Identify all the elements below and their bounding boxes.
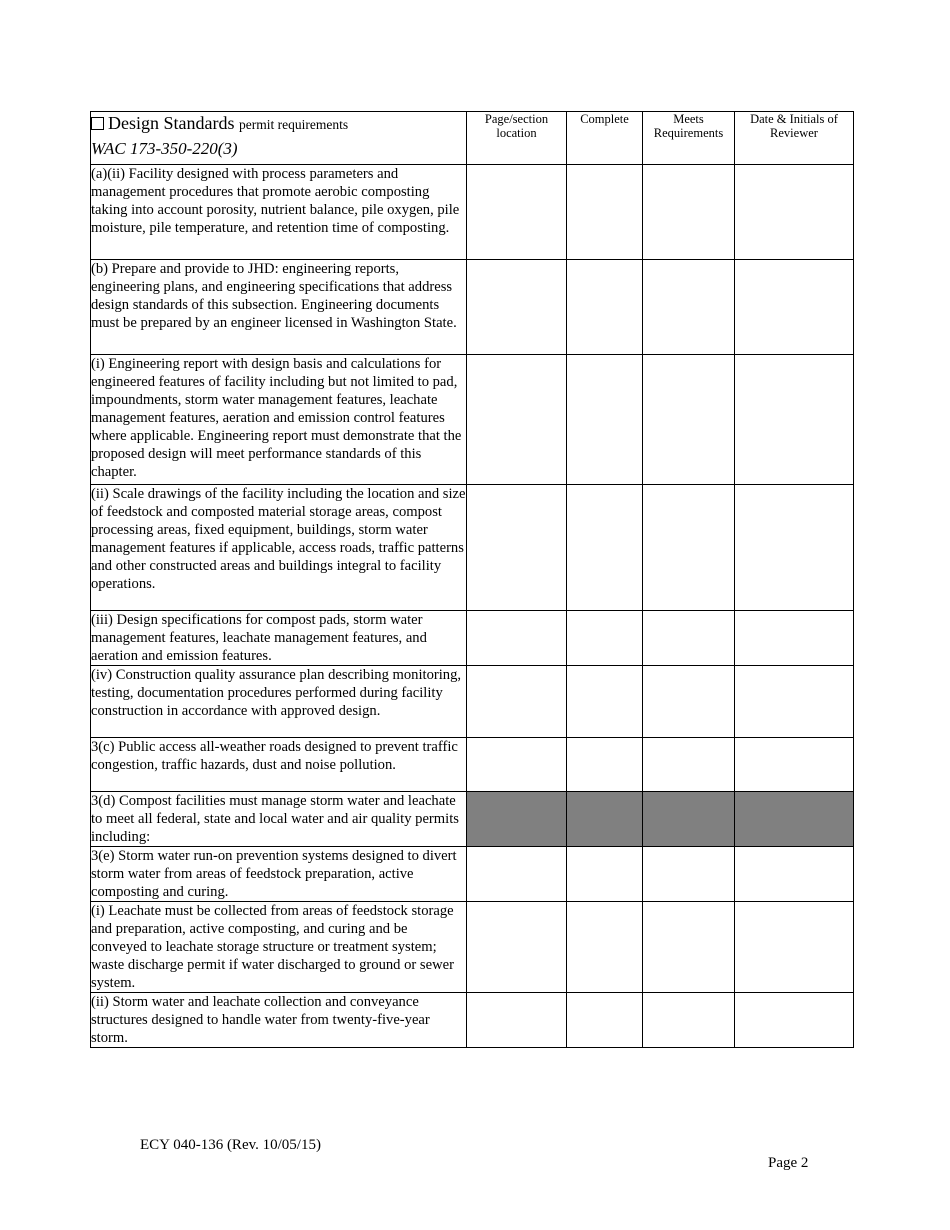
section-title-suffix: permit requirements: [238, 117, 349, 132]
wac-reference: WAC 173-350-220(3): [91, 139, 238, 158]
requirement-text: 3(d) Compost facilities must manage storm water and leachate to meet all federal, state and local water and air quality permits including:: [91, 792, 467, 847]
meets-cell[interactable]: [643, 165, 735, 260]
section-header-cell: [91, 112, 467, 165]
meets-cell[interactable]: [643, 611, 735, 666]
requirement-text: (iv) Construction quality assurance plan describing monitoring, testing, documentation procedures performed during facility construction in accordance with approved design.: [91, 666, 467, 738]
meets-cell[interactable]: [643, 738, 735, 792]
table-row: [91, 611, 854, 666]
reviewer-cell[interactable]: [735, 485, 854, 611]
form-id: ECY 040-136 (Rev. 10/05/15): [140, 1137, 321, 1153]
reviewer-cell[interactable]: [735, 902, 854, 993]
location-cell[interactable]: [467, 485, 567, 611]
requirement-text: (a)(ii) Facility designed with process parameters and management procedures that promote aerobic composting taking into account porosity, nutrient balance, pile oxygen, pile moisture, pile temperature, and retention time of composting.: [91, 165, 467, 260]
requirement-text: (iii) Design specifications for compost pads, storm water management features, leachate management features, and aeration and emission features.: [91, 611, 467, 666]
complete-cell[interactable]: [567, 847, 643, 902]
reviewer-cell[interactable]: [735, 355, 854, 485]
location-cell[interactable]: [467, 260, 567, 355]
location-cell[interactable]: [467, 666, 567, 738]
reviewer-cell[interactable]: [735, 611, 854, 666]
column-header-complete: Complete: [567, 112, 643, 165]
complete-cell[interactable]: [567, 165, 643, 260]
table-row: [91, 847, 854, 902]
table-row: [91, 165, 854, 260]
shaded-cell: [735, 792, 854, 847]
complete-cell[interactable]: [567, 260, 643, 355]
reviewer-cell[interactable]: [735, 165, 854, 260]
meets-cell[interactable]: [643, 355, 735, 485]
meets-cell[interactable]: [643, 993, 735, 1048]
column-header-location: Page/section location: [467, 112, 567, 165]
table-row: [91, 666, 854, 738]
shaded-cell: [567, 792, 643, 847]
reviewer-cell[interactable]: [735, 993, 854, 1048]
requirement-text: (i) Engineering report with design basis and calculations for engineered features of facility including but not limited to pad, impoundments, storm water management features, leachate management features, aeration and emission control features where applicable. Engineering report must demonstrate that the proposed design will meet performance standards of this chapter.: [91, 355, 467, 485]
location-cell[interactable]: [467, 738, 567, 792]
requirement-text: 3(c) Public access all-weather roads designed to prevent traffic congestion, traffic hazards, dust and noise pollution.: [91, 738, 467, 792]
section-checkbox[interactable]: [91, 117, 104, 130]
requirement-text: (b) Prepare and provide to JHD: engineering reports, engineering plans, and engineering specifications that address design standards of this subsection. Engineering documents must be prepared by an engineer licensed in Washington State.: [91, 260, 467, 355]
location-cell[interactable]: [467, 165, 567, 260]
requirement-text: 3(e) Storm water run-on prevention systems designed to divert storm water from areas of feedstock preparation, active composting and curing.: [91, 847, 467, 902]
section-title: Design Standards: [108, 113, 235, 133]
page-number: Page 2: [768, 1155, 809, 1171]
table-row: [91, 260, 854, 355]
meets-cell[interactable]: [643, 666, 735, 738]
complete-cell[interactable]: [567, 738, 643, 792]
table-row: [91, 355, 854, 485]
location-cell[interactable]: [467, 902, 567, 993]
meets-cell[interactable]: [643, 847, 735, 902]
checklist-table: [90, 111, 854, 1048]
complete-cell[interactable]: [567, 993, 643, 1048]
meets-cell[interactable]: [643, 902, 735, 993]
column-header-meets: Meets Requirements: [643, 112, 735, 165]
shaded-cell: [467, 792, 567, 847]
requirement-text: (ii) Scale drawings of the facility including the location and size of feedstock and composted material storage areas, compost processing areas, fixed equipment, buildings, storm water management features if applicable, access roads, traffic patterns and other constructed areas and buildings integral to facility operations.: [91, 485, 467, 611]
reviewer-cell[interactable]: [735, 738, 854, 792]
complete-cell[interactable]: [567, 666, 643, 738]
complete-cell[interactable]: [567, 902, 643, 993]
location-cell[interactable]: [467, 611, 567, 666]
reviewer-cell[interactable]: [735, 666, 854, 738]
table-row-shaded: [91, 792, 854, 847]
complete-cell[interactable]: [567, 355, 643, 485]
requirement-text: (i) Leachate must be collected from areas of feedstock storage and preparation, active composting, and curing and be conveyed to leachate storage structure or treatment system; waste discharge permit if water discharged to ground or sewer system.: [91, 902, 467, 993]
table-row: [91, 902, 854, 993]
shaded-cell: [643, 792, 735, 847]
table-row: [91, 993, 854, 1048]
complete-cell[interactable]: [567, 485, 643, 611]
table-row: [91, 485, 854, 611]
reviewer-cell[interactable]: [735, 260, 854, 355]
location-cell[interactable]: [467, 993, 567, 1048]
header-row: [91, 112, 854, 165]
column-header-reviewer: Date & Initials of Reviewer: [735, 112, 854, 165]
meets-cell[interactable]: [643, 260, 735, 355]
table-row: [91, 738, 854, 792]
requirement-text: (ii) Storm water and leachate collection and conveyance structures designed to handle water from twenty-five-year storm.: [91, 993, 467, 1048]
reviewer-cell[interactable]: [735, 847, 854, 902]
complete-cell[interactable]: [567, 611, 643, 666]
location-cell[interactable]: [467, 355, 567, 485]
location-cell[interactable]: [467, 847, 567, 902]
meets-cell[interactable]: [643, 485, 735, 611]
